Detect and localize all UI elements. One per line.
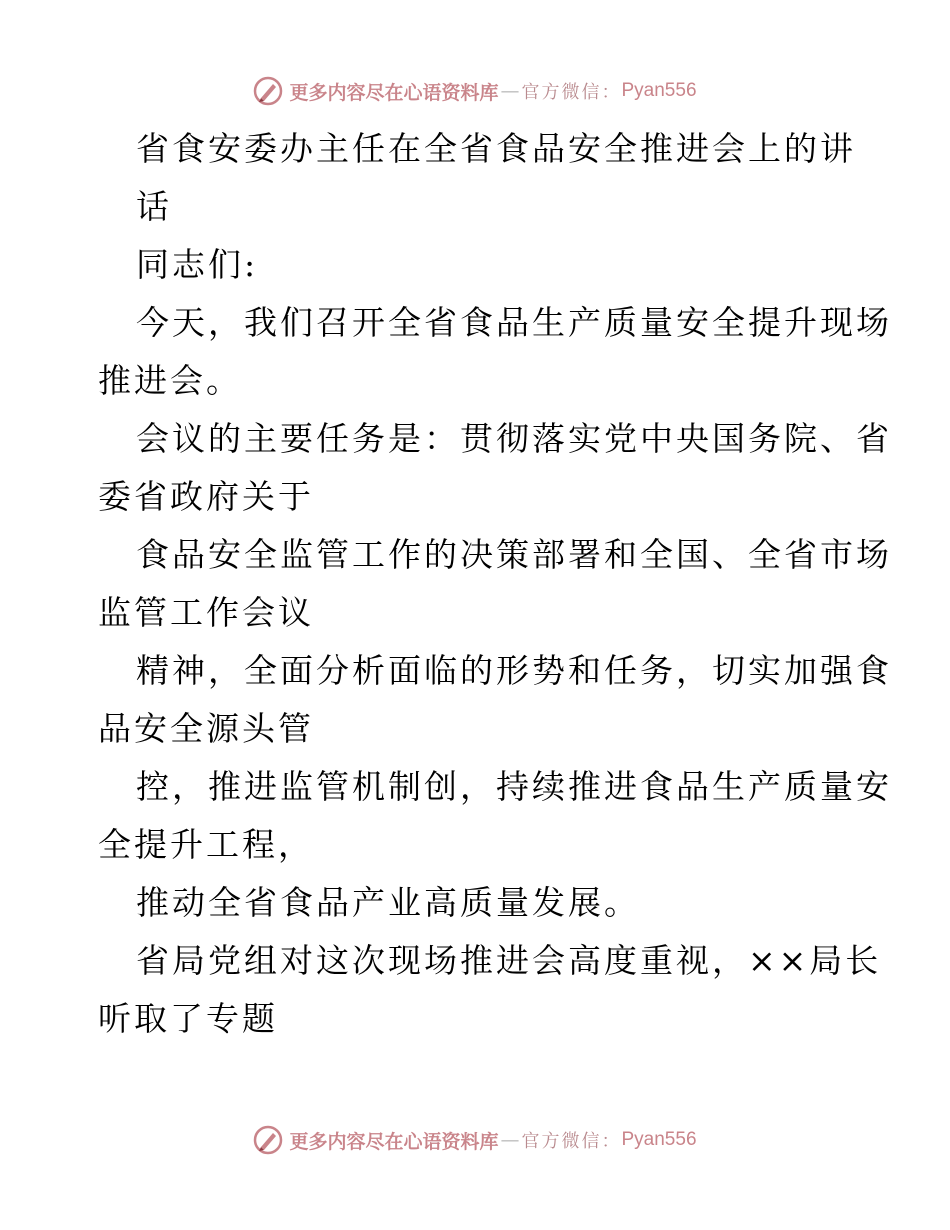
paragraph-line: 精神，全面分析面临的形势和任务，切实加强食 <box>136 651 892 690</box>
paragraph-line: 控，推进监管机制创，持续推进食品生产质量安 <box>136 767 892 806</box>
banner-main-text: 更多内容尽在心语资料库 <box>289 81 499 104</box>
paragraph-line: 品安全源头管 <box>98 709 314 748</box>
paragraph-line: 食品安全监管工作的决策部署和全国、全省市场 <box>136 535 892 574</box>
banner-separator: — <box>500 1129 520 1151</box>
paragraph-line: 听取了专题 <box>98 999 278 1038</box>
document-title-line-1: 省食安委办主任在全省食品安全推进会上的讲 <box>136 129 856 168</box>
banner-separator: — <box>500 80 520 102</box>
paragraph-line: 委省政府关于 <box>98 477 314 516</box>
paragraph-line: 全提升工程， <box>98 825 314 864</box>
document-title-line-2: 话 <box>136 187 172 226</box>
header-banner <box>0 71 950 111</box>
banner-main-text: 更多内容尽在心语资料库 <box>289 1130 499 1153</box>
paragraph-line: 监管工作会议 <box>98 593 314 632</box>
banner-wechat-id: Pyan556 <box>621 80 697 101</box>
paragraph-line: 省局党组对这次现场推进会高度重视，××局长 <box>136 941 882 980</box>
pen-logo-icon <box>253 1125 283 1155</box>
footer-banner <box>0 1120 950 1160</box>
paragraph-line: 推进会。 <box>98 361 242 400</box>
paragraph-line: 会议的主要任务是：贯彻落实党中央国务院、省 <box>136 419 892 458</box>
banner-wechat-label: 官方微信： <box>521 82 622 103</box>
pen-logo-icon <box>253 76 283 106</box>
banner-wechat-id: Pyan556 <box>621 1129 697 1150</box>
paragraph-line: 推动全省食品产业高质量发展。 <box>136 883 640 922</box>
salutation: 同志们: <box>136 245 259 284</box>
banner-wechat-label: 官方微信： <box>521 1131 622 1152</box>
paragraph-line: 今天，我们召开全省食品生产质量安全提升现场 <box>136 303 892 342</box>
